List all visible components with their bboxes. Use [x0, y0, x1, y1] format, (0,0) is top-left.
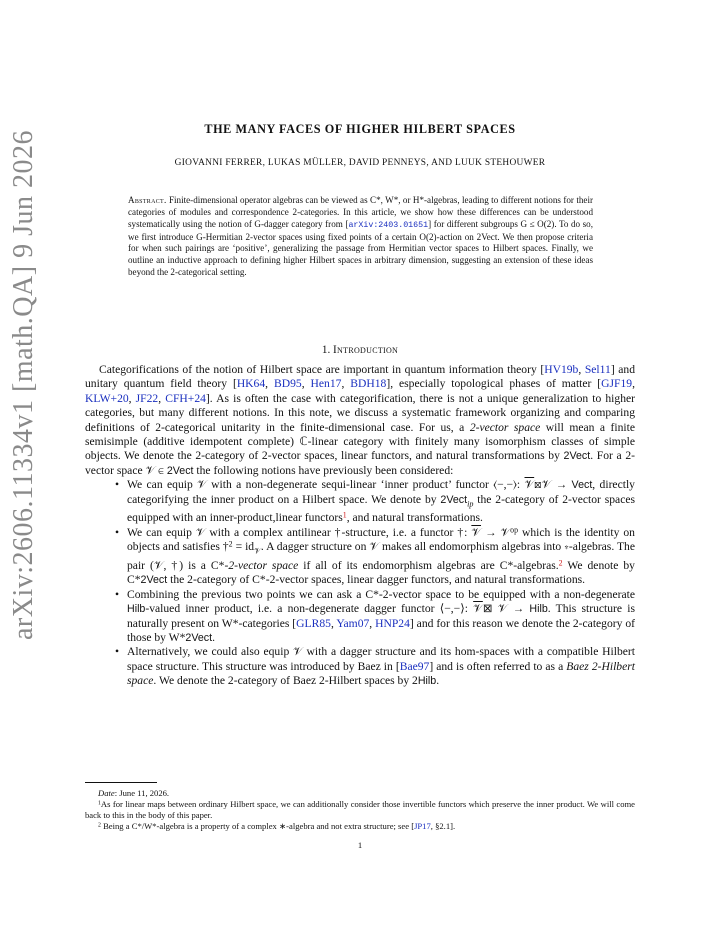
notions-list [85, 478, 635, 688]
citation-link[interactable]: GJF19 [601, 377, 633, 391]
citation-link[interactable]: HNP24 [375, 616, 410, 630]
citation-link[interactable]: CFH+24 [165, 391, 206, 405]
list-item: • We can equip 𝒱 with a complex antilinear †-structure, i.e. a functor †: 𝒱 → 𝒱$^{op}$ which is the identity on objects and satisfies †$^2$ = $id_𝒱$. A dagger structure on 𝒱 makes all endomorphism algebras into ∗-algebras. The pair (𝒱, †) is a C*-2-vector space if all of its endomorphism algebras are C*-algebras.$^2$ We denote by C*2Vect the 2-category of C*-2-vector spaces, linear dagger functors, and natural transformations. [127, 526, 635, 588]
footnote-rule [85, 782, 157, 783]
citation-link[interactable]: Hen17 [310, 377, 342, 391]
citation-link[interactable]: Yam07 [336, 616, 370, 630]
citation-link[interactable]: GLR85 [296, 616, 331, 630]
citation-link[interactable]: HV19b [544, 363, 579, 376]
citation-link[interactable]: BD95 [273, 377, 302, 391]
section-heading: 1. Introduction [321, 344, 399, 356]
abstract-text-1: Finite-dimensional operator algebras can be viewed as C*, W*, or H*-algebras, leading to different notions for their categories of modules and correspondence 2-categories. In this article, we show how these differences can be understood systematically using the notion of G-dagger category from [128, 195, 593, 229]
citation-link[interactable]: Sel11 [584, 363, 611, 376]
list-item: • We can equip 𝒱 with a non-degenerate sequi-linear ‘inner product’ functor ⟨−,−⟩: 𝒱⊠𝒱 → Vect, directly categorifying the inner product on a Hilbert space. We denote by 2Vect$_{ip}$ the 2-category of 2-vector spaces equipped with an inner-product,linear functors$^1$, and natural transformations. [127, 478, 635, 526]
citation-link[interactable]: KLW+20 [85, 391, 129, 405]
abstract: Abstract. Finite-dimensional operator algebras can be viewed as C*, W*, or H*-algebras, leading to different notions for their categories of modules and correspondence 2-categories. In this article, we show how these differences can be understood systematically using the notion of G-dagger category from [arXiv:2403.01651] for different subgroups G ≤ O(2). To do so, we first introduce G-Hermitian 2-vector spaces using fixed points of a certain O(2)-action on 2Vect. We then propose criteria for when such pairings are ‘positive’, generalizing the passage from Hermitian vector spaces to Hilbert spaces. Finally, we outline an inductive approach to defining higher Hilbert spaces in arbitrary dimension, suggesting an extension of these ideas beyond the 2-categorical setting. [128, 195, 594, 278]
abstract-text-2: for different subgroups G ≤ O(2). To do so, we first introduce G-Hermitian 2-vector spaces using fixed points of a certain O(2)-action on 2Vect. We then propose criteria for when such pairings are ‘positive’, generalizing the passage from Hermitian vector spaces to Hilbert spaces. Finally, we outline an inductive approach to defining higher Hilbert spaces in arbitrary dimension, suggesting an extension of these ideas beyond the 2-categorical setting. [128, 218, 594, 278]
intro-paragraph: Categorifications of the notion of Hilbert space are important in quantum information theory [HV19b, Sel11] and unitary quantum field theory [HK64, BD95, Hen17, BDH18], especially topological phases of matter [GJF19, KLW+20, JF22, CFH+24]. As is often the case with categorification, there is not a unique generalization to higher categories, but many different notions. In this note, we discuss a systematic framework organizing and comparing definitions of 2-categorical unitarity in the finite-dimensional case. For us, a 2-vector space will mean a finite semisimple (additive idempotent complete) ℂ-linear category with finitely many isomorphism classes of simple objects. We denote the 2-category of 2-vector spaces, linear functors, and natural transformations by 2Vect. For a 2-vector space 𝒱 ∈ 2Vect the following notions have previously been considered: [85, 363, 636, 477]
citation-link[interactable]: HK64 [236, 377, 266, 391]
arxiv-identifier-stamp: arXiv:2606.11334v1 [math.QA] 9 Jun 2026 [8, 130, 39, 640]
date-line: Date: June 11, 2026. [98, 788, 170, 798]
citation-link[interactable]: BDH18 [350, 377, 387, 391]
abstract-label: Abstract. [128, 195, 167, 205]
footnote-1: $^1$As for linear maps between ordinary Hilbert space, we can additionally consider those invertible functors which preserve the inner product. We will come back to this in the body of this paper. [85, 798, 635, 820]
list-item: • Combining the previous two points we can ask a C*-2-vector space to be equipped with a non-degenerate Hilb-valued inner product, i.e. a non-degenerate dagger functor ⟨−,−⟩: 𝒱⊠ 𝒱 → Hilb. This structure is naturally present on W*-categories [GLR85, Yam07, HNP24] and for this reason we denote the 2-category of those by W*2Vect. [127, 588, 635, 646]
arxiv-citation-link[interactable]: arXiv:2403.01651 [348, 220, 429, 230]
paper-title: THE MANY FACES OF HIGHER HILBERT SPACES [204, 122, 516, 136]
footnote-2: $^2$ Being a C*/W*-algebra is a property of a complex ∗-algebra and not extra structure; see [JP17, §2.1]. [98, 820, 456, 831]
introduction-body [85, 363, 635, 689]
citation-link[interactable]: JF22 [135, 391, 159, 405]
list-item: • Alternatively, we could also equip 𝒱 with a dagger structure and its hom-spaces with a compatible Hilbert space structure. This structure was introduced by Baez in [Bae97] and is often referred to as a Baez 2-Hilbert space. We denote the 2-category of Baez 2-Hilbert spaces by 2Hilb. [127, 645, 635, 688]
citation-link[interactable]: Bae97 [399, 659, 430, 673]
citation-link[interactable]: JP17 [414, 820, 431, 831]
author-list: GIOVANNI FERRER, LUKAS MÜLLER, DAVID PENNEYS, AND LUUK STEHOUWER [174, 158, 546, 168]
page-number: 1 [357, 840, 363, 850]
footnotes [85, 782, 635, 832]
